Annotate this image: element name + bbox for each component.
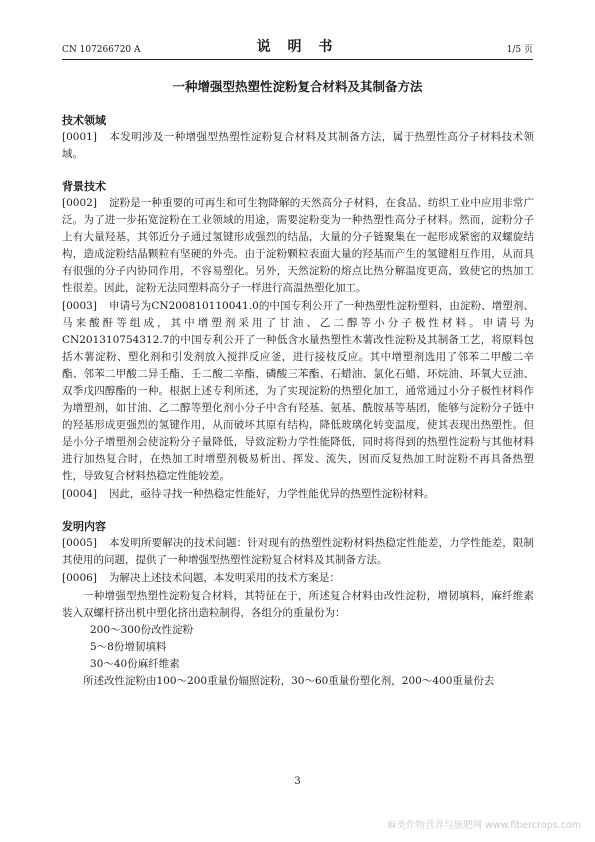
paragraph-text: 本发明涉及一种增强型热塑性淀粉复合材料及其制备方法，属于热塑性高分子材料技术领域。 bbox=[62, 131, 534, 160]
document-type: 说 明 书 bbox=[256, 39, 339, 55]
paragraph-text: 本发明所要解决的技术问题：针对现有的热塑性淀粉材料热稳定性能差，力学性能差，限制其使用的问题，提供了一种增强型热塑性淀粉复合材料及其制备方法。 bbox=[62, 537, 534, 566]
section-heading-background: 背景技术 bbox=[62, 180, 106, 193]
paragraph-0004 bbox=[62, 486, 534, 503]
paragraph-text: 为解决上述技术问题，本发明采用的技术方案是： bbox=[108, 572, 340, 584]
modified-starch-line: 所述改性淀粉由100～200重量份辐照淀粉，30～60重量份塑化剂，200～400重量份去 bbox=[83, 675, 495, 687]
paragraph-0006 bbox=[62, 570, 534, 587]
section-heading-invention: 发明内容 bbox=[62, 520, 106, 533]
page-counter: 1/5 页 bbox=[506, 45, 533, 55]
paragraph-0002 bbox=[62, 195, 534, 297]
paragraph-number: [0001] bbox=[62, 131, 97, 143]
paragraph-text: 因此，亟待寻找一种热稳定性能好，力学性能优异的热塑性淀粉材料。 bbox=[108, 488, 435, 500]
paragraph-number: [0005] bbox=[62, 537, 97, 549]
component-item: 5～8份增韧填料 bbox=[90, 641, 167, 653]
section-heading-tech-field: 技术领域 bbox=[62, 114, 106, 127]
paragraph-0005 bbox=[62, 535, 534, 569]
page-header bbox=[62, 37, 533, 57]
header-divider bbox=[62, 59, 533, 60]
page-number: 3 bbox=[294, 776, 301, 787]
publication-number: CN 107266720 A bbox=[62, 45, 141, 55]
paragraph-number: [0002] bbox=[62, 197, 97, 209]
paragraph-0001 bbox=[62, 129, 534, 163]
paragraph-0003 bbox=[62, 298, 534, 485]
paragraph-text: 淀粉是一种重要的可再生和可生物降解的天然高分子材料，在食品、纺织工业中应用非常广泛。为了进一步拓宽淀粉在工业领域的用途，需要淀粉变为一种热塑性高分子材料。然而，淀粉分子上有大量羟基，其邻近分子通过氢键形成强烈的结晶，大量的分子链聚集在一起形成紧密的双螺旋结构，造成淀粉结晶颗粒有坚硬的外壳。由于淀粉颗粒表面大量的羟基而产生的氢键相互作用，从而具有很强的分子内协同作用，不容易塑化。另外，天然淀粉的熔点比热分解温度更高，致使它的热加工性很差。因此，淀粉无法同塑料高分子一样进行高温热塑化加工。 bbox=[62, 197, 534, 294]
paragraph-number: [0004] bbox=[62, 488, 97, 500]
watermark: 麻类作物营养与施肥网 www.fibercrops.com bbox=[386, 820, 581, 831]
paragraph-number: [0006] bbox=[62, 572, 97, 584]
paragraph-text: 申请号为CN200810110041.0的中国专利公开了一种热塑性淀粉塑料，由淀粉、增塑剂、马来酸酐等组成，其中增塑剂采用了甘油、乙二醇等小分子极性材料。申请号为CN201310754312.7的中国专利公开了一种低含水量热塑性木薯改性淀粉及其制备工艺，将原料包括木薯淀粉、塑化剂和引发剂放入搅拌反应釜，进行接枝反应。其中增塑剂选用了邻苯二甲酸二辛酯、邻苯二甲酸二异壬酯、壬二酸二辛酯、磷酸三苯酯、石蜡油、氯化石蜡、环烷油、环氧大豆油、双季戊四醇酯的一种。根据上述专利所述，为了实现淀粉的热塑化加工，通常通过小分子极性材料作为增塑剂，如甘油、乙二醇等塑化剂小分子中含有羟基、氨基、酰胺基等基团，能够与淀粉分子链中的羟基形成更强烈的氢键作用，从而破坏其原有结构，降低玻璃化转变温度，使其表现出热塑性。但是小分子增塑剂会使淀粉分子量降低，导致淀粉力学性能降低，同时将得到的热塑性淀粉与其他材料进行加热复合时，在热加工时增塑剂极易析出、挥发、流失，因而反复热加工时淀粉不再具备热塑性，导致复合材料热稳定性能较差。 bbox=[62, 300, 534, 482]
component-item: 30～40份麻纤维素 bbox=[90, 658, 180, 670]
component-item: 200～300份改性淀粉 bbox=[90, 624, 194, 636]
claim-intro: 一种增强型热塑性淀粉复合材料，其特征在于，所述复合材料由改性淀粉，增韧填料，麻纤维素装入双螺杆挤出机中塑化挤出造粒制得，各组分的重量份为： bbox=[62, 590, 534, 619]
document-title: 一种增强型热塑性淀粉复合材料及其制备方法 bbox=[172, 79, 423, 94]
document-body bbox=[62, 112, 534, 690]
paragraph-number: [0003] bbox=[62, 300, 97, 312]
